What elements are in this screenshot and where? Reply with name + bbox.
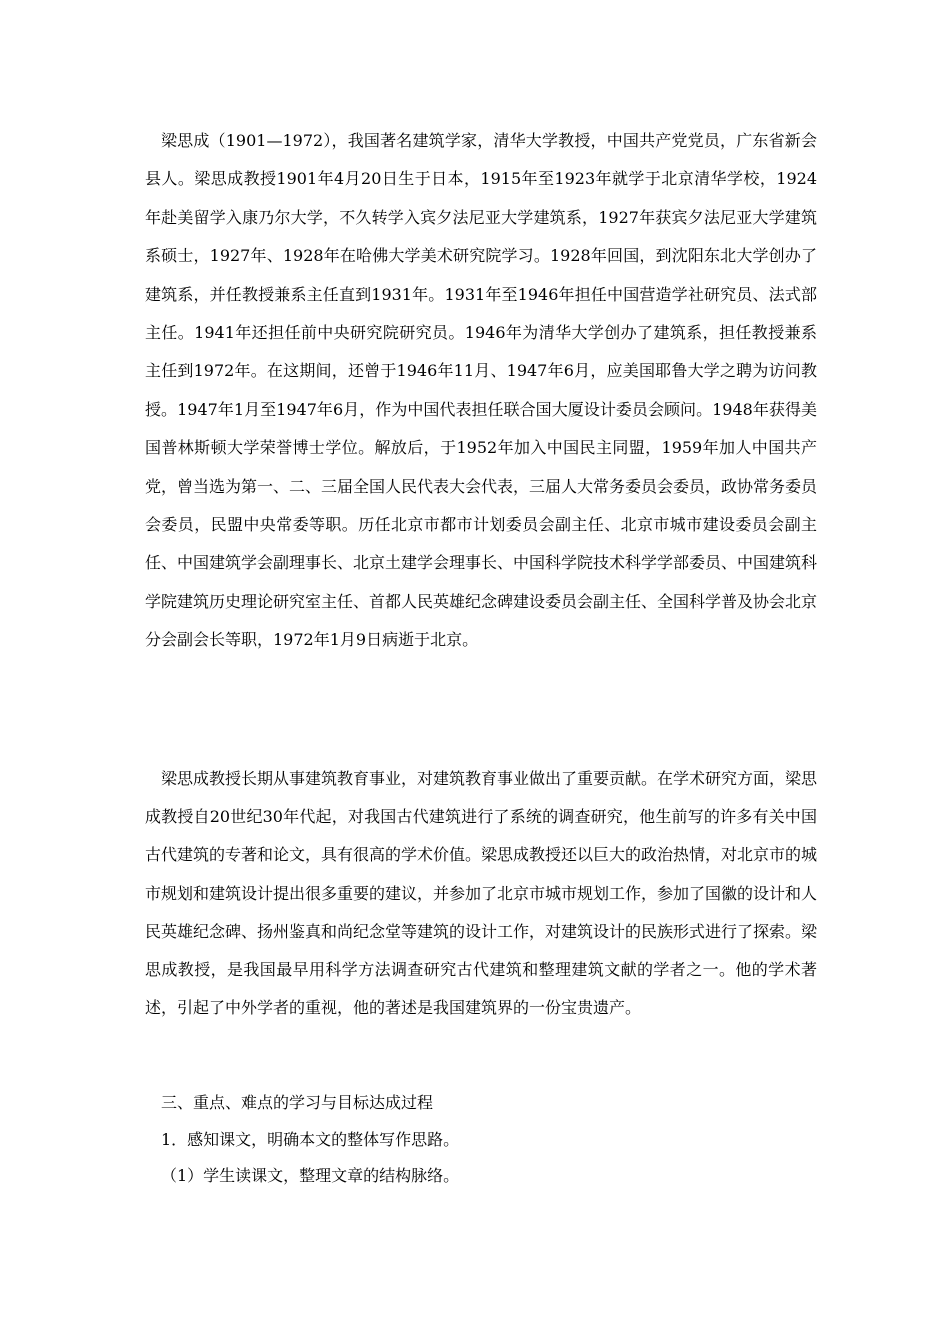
list-item: 1．感知课文，明确本文的整体写作思路。 <box>161 1130 460 1149</box>
section-heading: 三、重点、难点的学习与目标达成过程 <box>161 1093 434 1112</box>
biography-paragraph: 梁思成（1901—1972），我国著名建筑学家，清华大学教授，中国共产党党员，广东省新会县人。梁思成教授1901年4月20日生于日本，1915年至1923年就学于北京清华学校，1924年赴美留学入康乃尔大学，不久转学入宾夕法尼亚大学建筑系，1927年获宾夕法尼亚大学建筑系硕士，1927年、1928年在哈佛大学美术研究院学习。1928年回国，到沈阳东北大学创办了建筑系，并任教授兼系主任直到1931年。1931年至1946年担任中国营造学社研究员、法式部主任。1941年还担任前中央研究院研究员。1946年为清华大学创办了建筑系，担任教授兼系主任到1972年。在这期间，还曾于1946年11月、1947年6月，应美国耶鲁大学之聘为访问教授。1947年1月至1947年6月，作为中国代表担任联合国大厦设计委员会顾问。1948年获得美国普林斯顿大学荣誉博士学位。解放后，于1952年加入中国民主同盟，1959年加人中国共产党，曾当选为第一、二、三届全国人民代表大会代表，三届人大常务委员会委员，政协常务委员会委员，民盟中央常委等职。历任北京市都市计划委员会副主任、北京市城市建设委员会副主任、中国建筑学会副理事长、北京土建学会理事长、中国科学院技术科学学部委员、中国建筑科学院建筑历史理论研究室主任、首都人民英雄纪念碑建设委员会副主任、全国科学普及协会北京分会副会长等职，1972年1月9日病逝于北京。 <box>145 131 818 650</box>
sub-list-item: （1）学生读课文，整理文章的结构脉络。 <box>161 1166 460 1185</box>
contribution-paragraph: 梁思成教授长期从事建筑教育事业，对建筑教育事业做出了重要贡献。在学术研究方面，梁思成教授自20世纪30年代起，对我国古代建筑进行了系统的调查研究，他生前写的许多有关中国古代建筑的专著和论文，具有很高的学术价值。梁思成教授还以巨大的政治热情，对北京市的城市规划和建筑设计提出很多重要的建议，并参加了北京市城市规划工作，参加了国徽的设计和人民英雄纪念碑、扬州鉴真和尚纪念堂等建筑的设计工作，对建筑设计的民族形式进行了探索。梁思成教授，是我国最早用科学方法调查研究古代建筑和整理建筑文献的学者之一。他的学术著述，引起了中外学者的重视，他的著述是我国建筑界的一份宝贵遗产。 <box>145 769 818 1018</box>
